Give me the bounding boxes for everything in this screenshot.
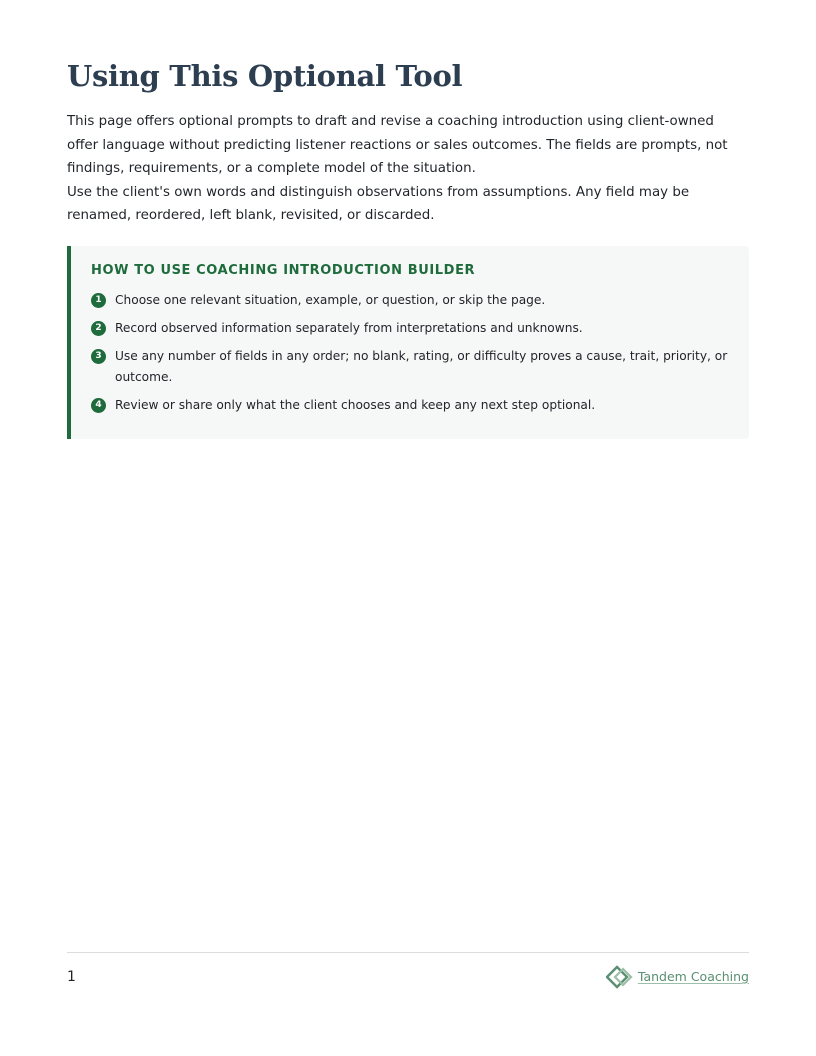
footer-divider [67, 952, 749, 953]
how-to-callout [67, 246, 749, 439]
step-number-badge: 1 [91, 293, 106, 308]
intro-text [67, 110, 749, 228]
intro-paragraph: Use the client's own words and distinguish observations from assumptions. Any field may be renamed, reordered, left blank, revisited, or discarded. [67, 184, 690, 224]
step-text: Record observed information separately from interpretations and unknowns. [115, 321, 583, 335]
brand-logo [606, 965, 749, 989]
step-number-badge: 4 [91, 398, 106, 413]
intro-paragraph: This page offers optional prompts to draft and revise a coaching introduction using client-owned offer language without predicting listener reactions or sales outcomes. The fields are prompts, not findings, requirements, or a complete model of the situation. [67, 114, 728, 177]
step-text: Choose one relevant situation, example, or question, or skip the page. [115, 293, 546, 307]
steps-list [91, 290, 729, 416]
callout-title: HOW TO USE COACHING INTRODUCTION BUILDER [91, 263, 476, 278]
step-number-badge: 2 [91, 321, 106, 336]
step-item [91, 346, 729, 388]
double-diamond-logo-icon [606, 965, 634, 989]
page-number: 1 [67, 969, 76, 985]
step-item [91, 290, 729, 311]
brand-name: Tandem Coaching [637, 969, 749, 984]
page-title: Using This Optional Tool [67, 59, 463, 93]
step-number-badge: 3 [91, 349, 106, 364]
step-item [91, 395, 729, 416]
step-item [91, 318, 729, 339]
step-text: Use any number of fields in any order; no blank, rating, or difficulty proves a cause, trait, priority, or outcome. [115, 349, 728, 384]
step-text: Review or share only what the client chooses and keep any next step optional. [115, 398, 596, 412]
